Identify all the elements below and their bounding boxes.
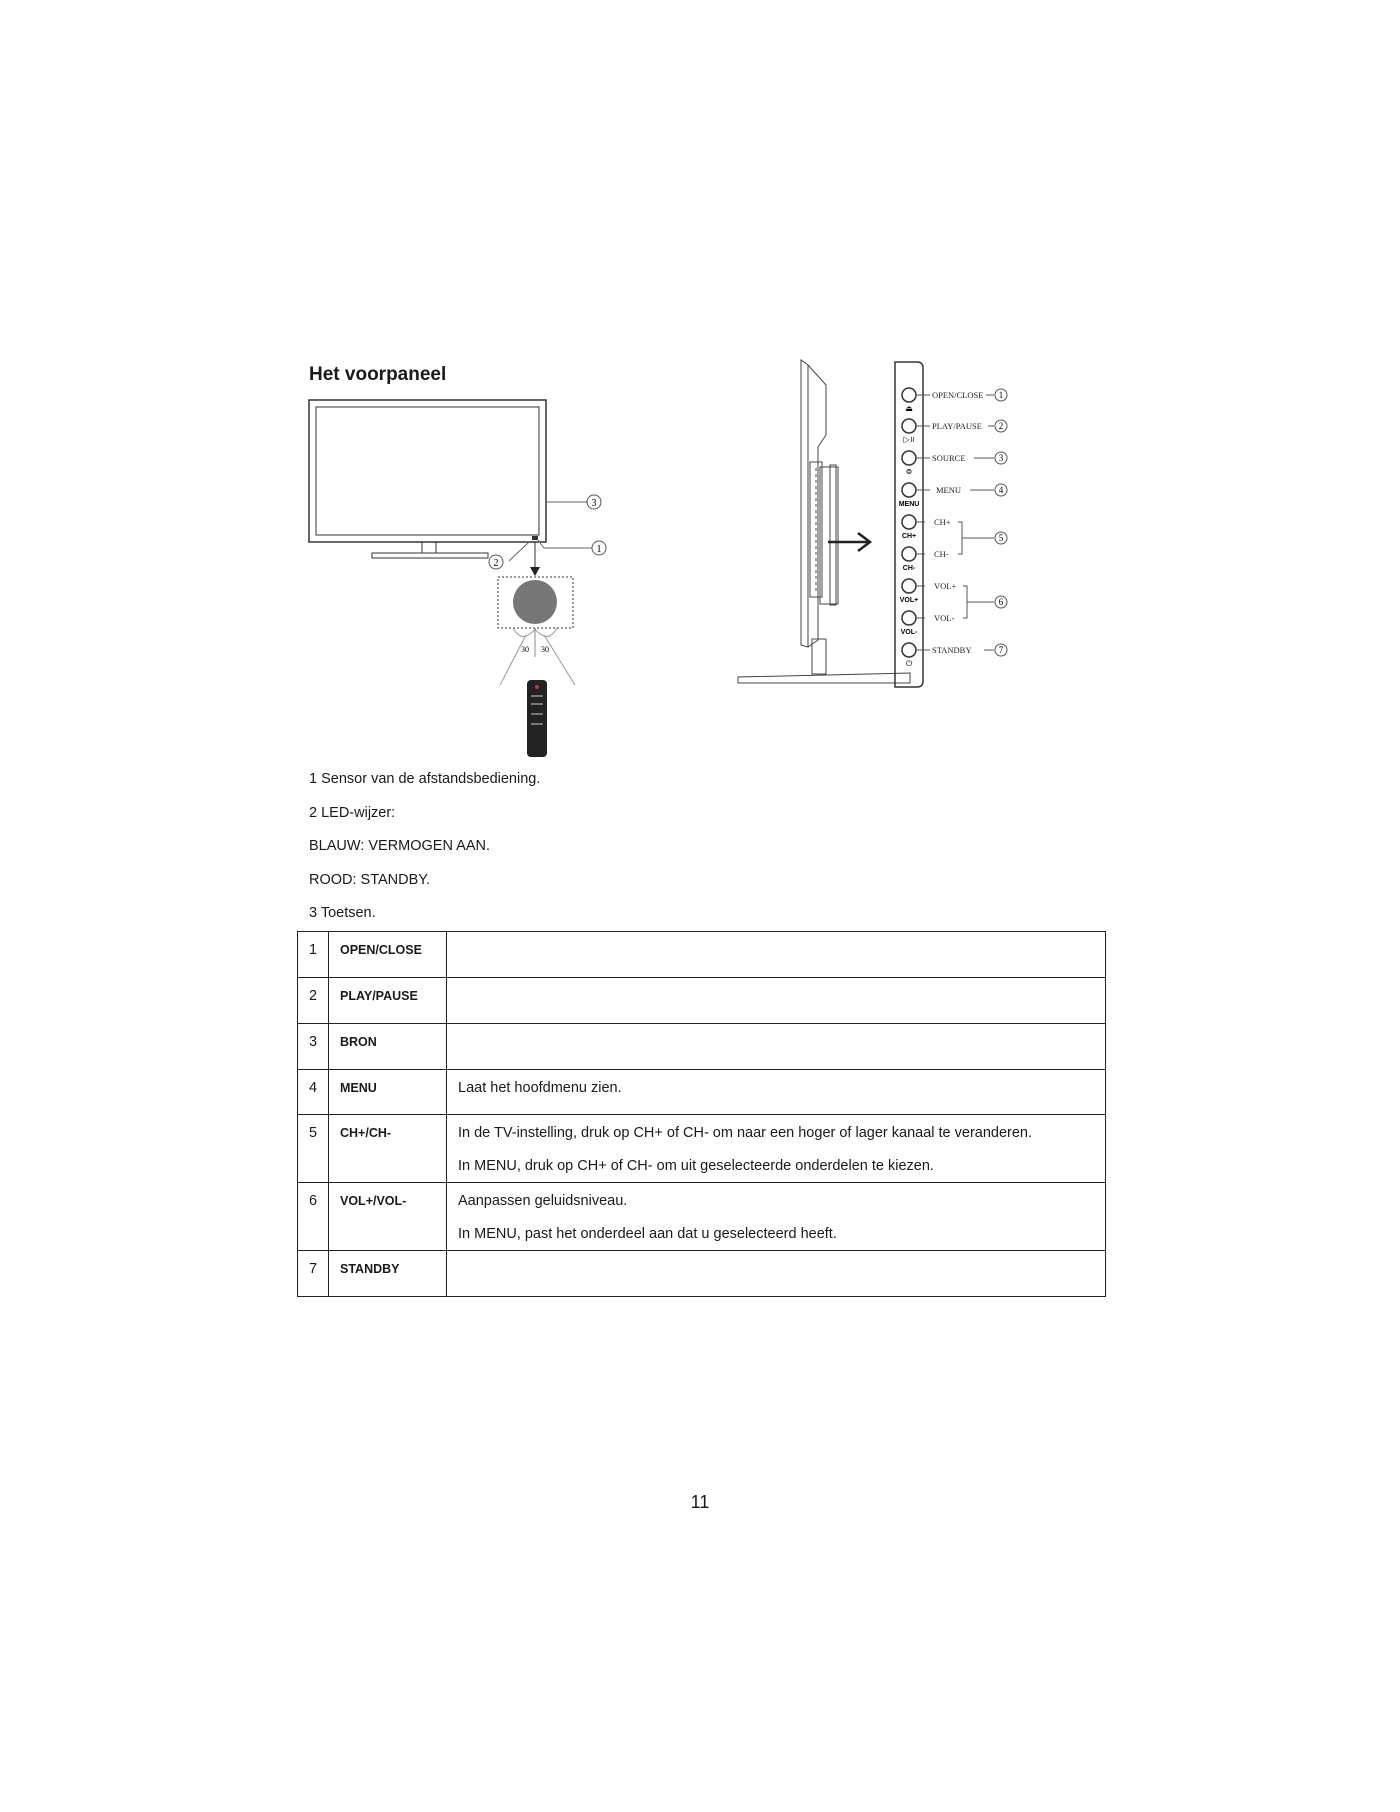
table-row — [298, 1251, 1106, 1297]
page-number: 11 — [690, 1492, 710, 1512]
keys-table — [297, 931, 1106, 1297]
table-row — [298, 1070, 1106, 1115]
num-7: 7 — [998, 645, 1004, 655]
label-open-close: OPEN/CLOSE — [932, 390, 984, 400]
panel-label-menu: MENU — [898, 501, 920, 508]
label-standby: STANDBY — [932, 645, 972, 655]
row-num: 4 — [298, 1070, 329, 1115]
note-led: 2 LED-wijzer: — [309, 805, 396, 821]
row-desc — [447, 978, 1106, 1024]
table-row — [298, 932, 1106, 978]
source-icon: ⊜ — [905, 467, 913, 476]
note-blue: BLAUW: VERMOGEN AAN. — [309, 838, 491, 854]
side-buttons — [899, 388, 919, 657]
remote-control-icon — [527, 680, 547, 757]
callout-3: 3 — [591, 498, 597, 509]
row-key: VOL+/VOL- — [329, 1183, 447, 1251]
row-desc — [447, 1115, 1106, 1183]
desc-line: Aanpassen geluidsniveau. — [458, 1193, 628, 1209]
side-panel-diagram — [730, 355, 1020, 695]
row-num: 5 — [298, 1115, 329, 1183]
label-menu: MENU — [936, 485, 962, 495]
label-vol-plus: VOL+ — [934, 581, 957, 591]
desc-line: In de TV-instelling, druk op CH+ of CH- om naar een hoger of lager kanaal te veranderen. — [458, 1125, 1033, 1141]
table-row — [298, 1115, 1106, 1183]
row-desc — [447, 1183, 1106, 1251]
row-key: OPEN/CLOSE — [329, 932, 447, 978]
row-key: STANDBY — [329, 1251, 447, 1297]
num-5: 5 — [998, 533, 1004, 543]
angle-right: 30 — [541, 645, 549, 654]
table-row — [298, 978, 1106, 1024]
row-desc — [447, 1024, 1106, 1070]
play-pause-icon: ▷॥ — [903, 435, 915, 444]
num-2: 2 — [998, 421, 1004, 431]
num-1: 1 — [998, 390, 1004, 400]
row-num: 6 — [298, 1183, 329, 1251]
note-keys: 3 Toetsen. — [309, 905, 376, 921]
row-num: 2 — [298, 978, 329, 1024]
label-ch-minus: CH- — [934, 549, 949, 559]
table-row — [298, 1024, 1106, 1070]
row-key: PLAY/PAUSE — [329, 978, 447, 1024]
row-num: 1 — [298, 932, 329, 978]
callout-1: 1 — [596, 544, 602, 555]
row-desc — [447, 932, 1106, 978]
front-panel-diagram — [300, 395, 620, 765]
row-key: MENU — [329, 1070, 447, 1115]
row-num: 3 — [298, 1024, 329, 1070]
label-play-pause: PLAY/PAUSE — [932, 421, 982, 431]
row-key: CH+/CH- — [329, 1115, 447, 1183]
desc-line: Laat het hoofdmenu zien. — [458, 1080, 622, 1096]
note-red: ROOD: STANDBY. — [309, 872, 431, 888]
desc-line: In MENU, past het onderdeel aan dat u geselecteerd heeft. — [458, 1226, 837, 1242]
note-sensor: 1 Sensor van de afstandsbediening. — [309, 771, 541, 787]
num-4: 4 — [998, 485, 1004, 495]
row-key: BRON — [329, 1024, 447, 1070]
angle-left: 30 — [521, 645, 529, 654]
callout-2: 2 — [493, 558, 499, 569]
label-source: SOURCE — [932, 453, 966, 463]
num-6: 6 — [998, 597, 1004, 607]
panel-label-vol-plus: VOL+ — [899, 597, 919, 604]
panel-label-ch-plus: CH+ — [901, 533, 917, 540]
row-desc — [447, 1251, 1106, 1297]
label-ch-plus: CH+ — [934, 517, 951, 527]
desc-line: In MENU, druk op CH+ of CH- om uit geselecteerde onderdelen te kiezen. — [458, 1158, 934, 1174]
table-row — [298, 1183, 1106, 1251]
eject-icon: ⏏ — [905, 404, 913, 413]
section-title: Het voorpaneel — [309, 364, 447, 385]
panel-label-vol-minus: VOL- — [900, 629, 918, 636]
row-desc — [447, 1070, 1106, 1115]
row-num: 7 — [298, 1251, 329, 1297]
num-3: 3 — [998, 453, 1004, 463]
label-vol-minus: VOL- — [934, 613, 955, 623]
panel-label-ch-minus: CH- — [902, 565, 916, 572]
power-icon: ⏻ — [905, 659, 913, 668]
